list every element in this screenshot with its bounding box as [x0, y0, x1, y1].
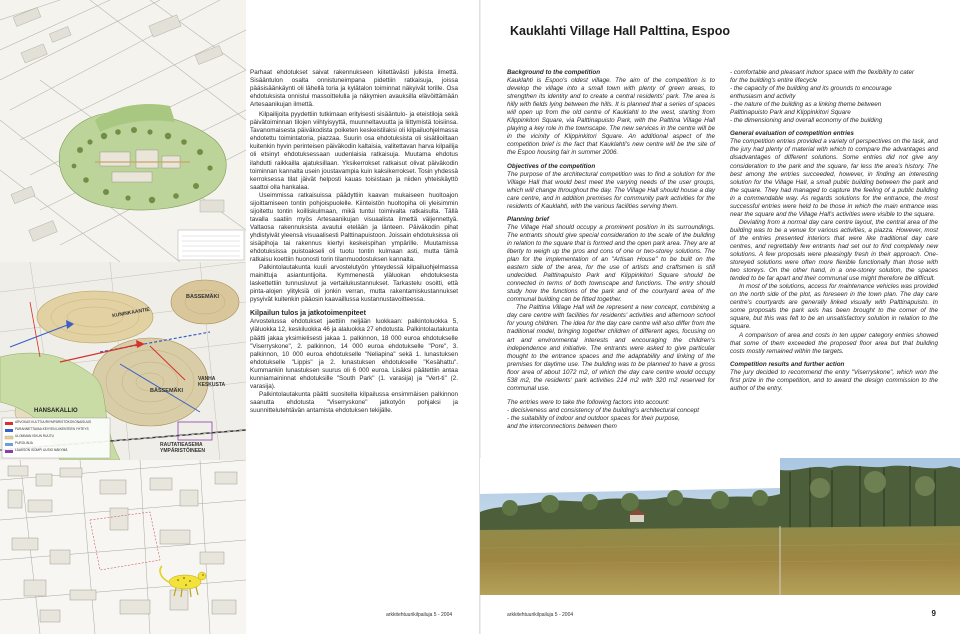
legend-item: PUROLINJA — [15, 441, 33, 445]
english-list-item: - comfortable and pleasant indoor space with the flexibility to cater — [730, 69, 915, 76]
english-list-item: - the dimensioning and overall economy of the building — [730, 117, 883, 125]
finnish-text-column — [250, 69, 458, 415]
context-analysis-map — [0, 262, 246, 460]
legend-item: ULOMMAN ISKUN RUUTU — [15, 434, 54, 438]
english-list-item: - the suitability of indoor and outdoor spaces for their purpose, — [507, 414, 680, 422]
map-legend — [15, 419, 110, 454]
finnish-paragraph: Palkintolautakunta päätti suositella kilpailussa ensimmäisen palkinnon saanutta ehdotusta "Viserryskone" jatkotyön pohjaksi ja suunnittelutehtävän antamista ehdotuksen tekijälle. — [250, 390, 458, 414]
english-text-column-2 — [730, 69, 938, 393]
english-paragraph: Kauklahti is Espoo's oldest village. The aim of the competition is to develop the village into a small town with plenty of green areas, to strengthen its identity and to create a central residents' park. The area is hilly with fields lying between the hills. It is planned that a series of spaces will open up from the old centre of Kauklahti to the west, starting from Klippinkitori Square, via Palttinapuisto Park, with the Palttina Village Hall playing a key role in the townscape. The new services in the centre will be in the vicinity of Klippinkitori Square. An additional aspect of the competition brief is the fact that Kauklahti's new centre will be the site of the Espoo housing fair in summer 2006. — [507, 77, 715, 157]
english-paragraph: The entries were to take the following factors into account: — [507, 398, 670, 406]
site-panorama-photo — [480, 458, 960, 595]
map-label-hansakallio: HANSAKALLIO — [34, 408, 78, 414]
site-plan-map — [0, 0, 246, 262]
finnish-heading-results: Kilpailun tulos ja jatkotoimenpiteet — [250, 310, 366, 318]
map-label-bassemaki: BASSEMÄKI — [186, 294, 220, 300]
page-number: 9 — [931, 609, 936, 618]
legend-item: LAAKSON ISOMPI UUSIO NÄKYMÄ — [15, 448, 68, 452]
map-label-kuninkaantie: KUNINKAANTIE — [111, 306, 151, 320]
finnish-paragraph: Useimmissa ratkaisuissa päädyttiin kaavan mukaiseen huoltoajon sijoittamiseen tontin pohjoispuolelle. Kiinteistön huoltopiha oli yleisimmin sijoitettu tontin koilliskulmaan, mikä tuntui toimivalta ratkaisulta. Tällä tavalla saatiin myös Artesaanikujan visuaalista ilmettä väljennettyä. Valtaosa rakennuksista avautui etelään ja länteen. Päiväkodin pihat yhdistyivät yleensä visuaalisesti Palttinapuistoon. Joissain ehdotuksissa oli sisäpihoja tai rakennus kiertyi keskeispihan ympärille. Muutamissa ehdotuksissa puistoakseli oli tuotu tontin kulmaan asti, mutta tämä ratkaisu koettiin huonosti torin tilanmuodostuksen kannalta. — [250, 191, 458, 264]
english-heading: Competition results and further action — [730, 360, 845, 368]
finnish-paragraph: Kilpailijoita pyydettiin tutkimaan erityisesti sisääntulo- ja eteistiloja sekä päivätoiminnan tilojen viihtyisyyttä, muunneltavuutta ja liittymistä toisiinsa. Tavanomaisesta päiväkodista poiketen keskeistilaksi oli kilpailuohjelmassa ehdotettu toimintatoria, piazzaa. Suurin osa ehdotuksista oli sisätiloiltaan kuitenkin hyvin perinteisen päiväkodin kaltaisia, valitettavan harva kilpailija oli etsinyt ehdotuksessaan uudenlaisia ratkaisuja. Muutama ehdotus ilahdutti raikkailla ajatuksillaan. Yksikerrokset ratkaisut olivat päiväkodin toiminnan kannalta usein joustavampia kuin kaksikerrokset. Tosin yhdessä kerroksessa tilat jäivät helposti kauas toisistaan ja niiden yhteiskäyttö saattoi olla hankalaa. — [250, 111, 458, 191]
english-paragraph: The Palttina Village Hall will be represent a new concept, combining a day care centre with facilities for residents' activities and afternoon school for young children. The idea for the day care centre will also differ from the traditional model, bringing together children of different ages, focusing on art and environmental interests and encouraging the children's independence and initiative. The entrants were asked to give particular thought to the entrance spaces and the adaptability and linking of the premises for daytime use. The building was to be planned to have a gross floor area of about 1072 m2, of which the day care centre would occupy 538 m2, the residents' park activities 214 m2 with 320 m2 reserved for communal use. — [507, 304, 715, 392]
page-title: Kauklahti Village Hall Palttina, Espoo — [510, 24, 730, 38]
english-heading: General evaluation of competition entries — [730, 130, 854, 138]
english-paragraph: The purpose of the architectural competition was to find a solution for the Village Hall that would best meet the varying needs of the user groups, which will change throughout the day. The Village Hall should house a day care centre, and in addition premises for community park activities for the residents of Kauklahti, with the various facilities serving them. — [507, 170, 715, 210]
finnish-paragraph: Palkintolautakunta kuuli arvostelutyön yhteydessä kilpailuohjelmassa mainittuja asiantuntijoita. Kymmenestä yläluokan ehdotuksesta laskettettiin tunnusluvut ja vertailukustannukset. Tarkastelu osoitti, että pinta-alojen ylityksiä oli jonkin verran, mutta rakentamiskustannukset pysyivät kuitenkin pääosin kaavaillussa kustannustavoitteessa. — [250, 264, 458, 304]
english-list-item: - the nature of the building as a linking theme between — [730, 101, 882, 109]
english-paragraph: A comparison of area and costs in ten upper category entries showed that some of them exceeded the proposed floor area but that building costs mostly remained within the targets. — [730, 331, 938, 355]
legend-item: ARVOKAS KULTTUURIYMPÄRISTÖKOKONAISUUS — [15, 420, 92, 424]
english-paragraph: In most of the solutions, access for maintenance vehicles was provided on the north side of the plot, as foreseen in the town plan. The day care centre's courtyards are generally linked visually with Palttinapuisto. In some proposals the park axis has been brought to the corner of the square, but this was felt to be an unsatisfactory solution in relation to the square. — [730, 283, 938, 331]
map-label-rautatieasema: RAUTATIEASEMA YMPÄRISTÖINEEN — [160, 442, 206, 454]
english-list-item: for the building's entire lifecycle — [730, 77, 818, 85]
legend-item: PARANNETTAVAA KEVYEN LIIKENTEEN YHTEYS — [15, 427, 89, 431]
english-text-column-1 — [507, 69, 715, 431]
english-paragraph: Deviating from a normal day care centre layout, the central area of the building was to be a venue for various activities, a piazza. However, most of the entries presented interiors that were like traditional day care centres, and regrettably few entrants had set out to find completely new solutions. A few proposals were pleasingly fresh in their approach. One-storeyed solutions were often more flexible functionally than those with two storeys. On the other hand, in a one-storey solution, the spaces tended to be far apart and their communal use might therefore be difficult. — [730, 218, 938, 283]
finnish-paragraph: Arvostelussa ehdotukset jaettiin neljään luokkaan: palkintoluokka 5, yläluokka 12, keskiluokka 46 ja alaluokka 27 ehdotusta. Palkintolautakunta päätti jakaa yksimielisesti jakaa 1. palkinnon, 18 000 euroa ehdotukselle "Viserryskone", 2. palkinnon, 14 000 euroa ehdotukselle "Pore", 3. palkinnon, 10 000 euroa ehdotukselle "Neliapina" sekä 1. lunastuksen ehdotukselle "Lippis" ja 2. lunastuksen ehdotukselle "Kesähattu". Kummankin lunastuksen suurus oli 6 000 euroa. Lisäksi päätettiin antaa kunniamaininnat ehdotuksille "South Park" (1. varasija) ja "Vert-ti" (2. varasija). — [250, 318, 458, 390]
english-heading: Planning brief — [507, 215, 549, 223]
folio-right: arkkitehtuurikilpailuja 5 - 2004 — [507, 612, 574, 618]
english-list-item: - the capacity of the building and its grounds to encourage — [730, 85, 892, 93]
english-heading: Objectives of the competition — [507, 162, 596, 170]
english-list-item: enthusiasm and activity — [730, 93, 796, 101]
map-label-bassemaki-hill: BÄSSEMÄKI — [150, 388, 184, 394]
english-list-item: - decisiveness and consistency of the building's architectural concept — [507, 406, 699, 414]
town-plan-map — [0, 460, 246, 634]
english-list-item: and the interconnections between them — [507, 422, 617, 430]
english-list-item: Palttinapuisto Park and Klippinkitori Square — [730, 109, 851, 117]
english-paragraph: The Village Hall should occupy a prominent position in its surroundings. The entrants should give special consideration to the scale of the building in relation to the square that is formed and the open park area. They are at liberty to weigh up the pros and cons of one or two-storey solutions. The plan for the implementation of an "Artisan House" to be built on the eastern side of the area, for the use of artists and craftsmen is still undecided. Palttinapuisto Park and Klippinkitori Square should be connected in terms of both townscape and functions. The entry should study how the functions of the park and of the courtyard area of the communal building can be fitted together. — [507, 223, 715, 304]
finnish-paragraph: Parhaat ehdotukset saivat rakennukseen kiitettävästi julkista ilmettä. Sisääntulon osalta onnistuneimpana pidettiin ratkaisuja, joissa pääsisäänkäynti oli lähellä toria ja kylätalon toiminnat näkyivät torille. Osa ehdotuksista onnistui massoittelulla ja näkymien avauksilla elävöittämään Artesaanikujan ilmettä. — [250, 69, 458, 109]
map-label-vanha-keskusta: VANHA KESKUSTA — [198, 376, 226, 388]
english-paragraph: The competition entries provided a variety of perspectives on the task, and the jury had plenty of material with which to compare the advantages and disadvantages of different solutions. Some entries did not give any consideration to the park and the square, far less the area's history. The best among the entries succeeded, however, in finding an interesting solution for the Village Hall, a small public building between the park and the square. They had managed to capture the feeling of a public building in a commendable way. As regards solutions for the entrance, the most successful entries were held to be those in which the main entrance was near the square and the Village Hall's activities were visible to the square. — [730, 138, 938, 218]
folio-left: arkkitehtuurikilpailuja 5 - 2004 — [386, 612, 453, 618]
english-paragraph: The jury decided to recommend the entry "Viserryskone", which won the first prize in the competition, and to award the design commission to the author of the entry. — [730, 368, 938, 392]
english-heading: Background to the competition — [507, 69, 601, 76]
